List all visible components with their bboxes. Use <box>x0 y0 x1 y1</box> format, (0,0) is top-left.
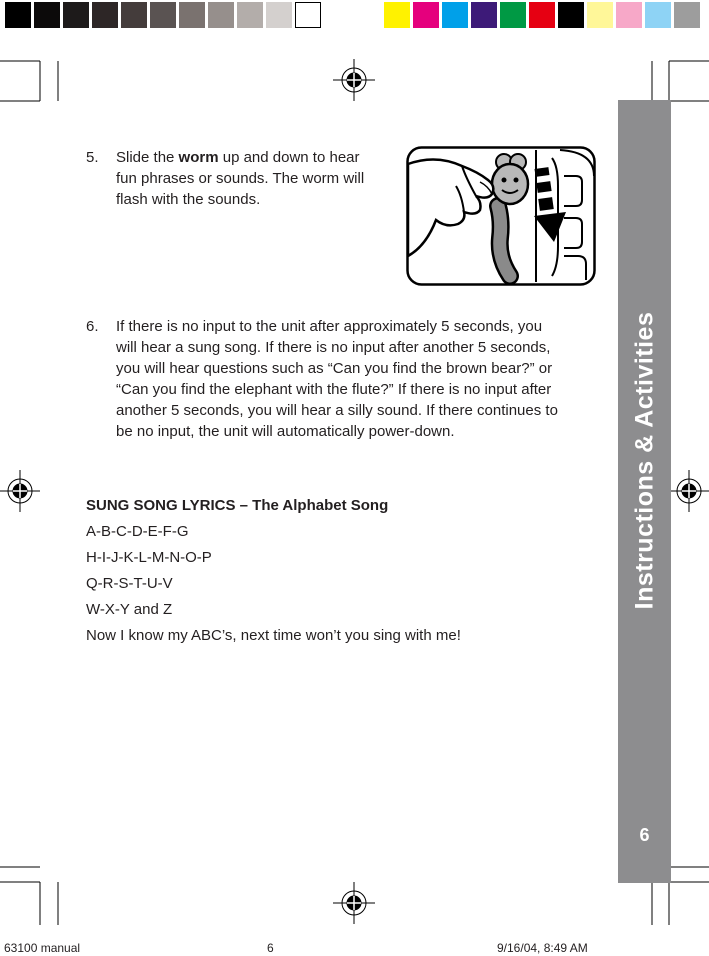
step-line: “Can you find the elephant with the flute?” If there is no input after <box>116 381 552 398</box>
registration-mark-bottom <box>333 882 375 924</box>
footer-timestamp: 9/16/04, 8:49 AM <box>497 941 588 955</box>
step-line: another 5 seconds, you will hear a silly sound. If there continues to <box>116 402 558 419</box>
song-lyrics <box>86 495 461 651</box>
step-6 <box>86 316 606 446</box>
sidebar-title-text: Instructions & Activities <box>630 311 658 609</box>
step-line: If there is no input to the unit after approximately 5 seconds, you <box>116 318 543 335</box>
lyrics-line: Now I know my ABC’s, next time won’t you sing with me! <box>86 627 461 644</box>
step-line: will hear a sung song. If there is no input after another 5 seconds, <box>116 339 551 356</box>
step-line: you will hear questions such as “Can you find the brown bear?” or <box>116 360 553 377</box>
page-number: 6 <box>639 825 650 845</box>
step-5 <box>86 147 406 217</box>
step-number: 5. <box>86 149 99 166</box>
registration-mark-left <box>0 470 40 512</box>
step-line: be no input, the unit will automatically power-down. <box>116 423 455 440</box>
step-text <box>116 147 364 210</box>
lyrics-line: A-B-C-D-E-F-G <box>86 523 189 540</box>
lyrics-line: H-I-J-K-L-M-N-O-P <box>86 549 212 566</box>
step-number: 6. <box>86 318 99 335</box>
worm-bold: worm <box>178 149 219 166</box>
sidebar-title <box>618 100 671 820</box>
step-line: flash with the sounds. <box>116 191 261 208</box>
step-line: fun phrases or sounds. The worm will <box>116 170 365 187</box>
lyrics-line: W-X-Y and Z <box>86 601 173 618</box>
lyrics-line: Q-R-S-T-U-V <box>86 575 173 592</box>
hand-sliding-worm-illustration <box>406 146 596 286</box>
footer-page: 6 <box>267 941 274 955</box>
lyrics-heading: SUNG SONG LYRICS – The Alphabet Song <box>86 497 389 514</box>
registration-mark-right <box>669 470 709 512</box>
step-text <box>116 316 596 442</box>
step-line: Slide the worm up and down to hear <box>116 149 360 166</box>
registration-mark-top <box>333 59 375 101</box>
footer-filename: 63100 manual <box>4 941 81 955</box>
